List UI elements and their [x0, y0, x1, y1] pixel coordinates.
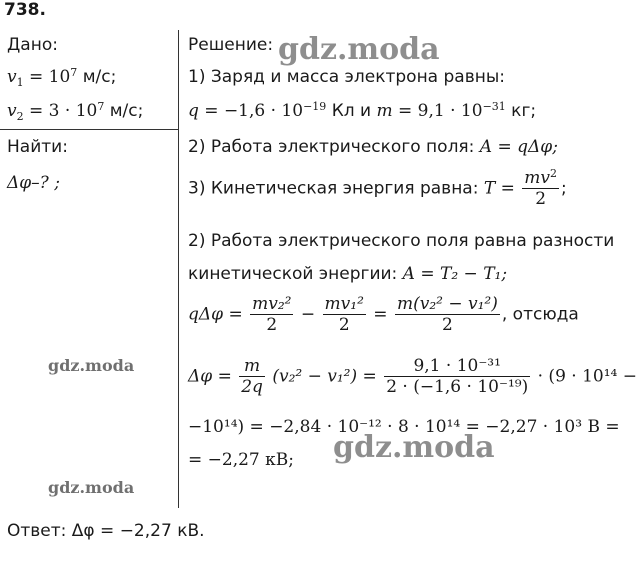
equation-final: = −2,27 кВ;: [188, 450, 294, 470]
equation-energy: qΔφ = $\frac{\text{mv₂²}}{2}$ − $\frac{\text{mv₁²}}{2}$ = $\frac{\text{m(v₂² − v₁²)}}{2}$ , отсюда: [188, 294, 579, 335]
solution-label: Решение:: [188, 35, 274, 55]
given-v2: $v_2 = 3 \cdot 10^7$ м/с;: [7, 100, 144, 123]
equation-potential: Δφ = $\frac{m}{2q}$ (v₂² − v₁²) = $\frac{\text{9,1 · 10⁻³¹}}{\text{2 · (−1,6 · 10⁻¹⁹)}}$ · (9 · 10¹⁴ −: [188, 356, 637, 397]
step4-line1: 2) Работа электрического поля равна разности: [188, 231, 615, 251]
step4-line2: кинетической энергии: A = T₂ − T₁;: [188, 264, 508, 284]
watermark-left-bottom: gdz.moda: [48, 478, 135, 497]
step2: 2) Работа электрического поля: A = qΔφ;: [188, 137, 558, 157]
watermark-left-mid: gdz.moda: [48, 356, 135, 375]
watermark-bottom: gdz.moda: [333, 430, 495, 465]
step3: 3) Кинетическая энергия равна: T = $\frac{mv^2}{2}$ ;: [188, 167, 567, 209]
find-label: Найти:: [7, 137, 68, 157]
answer: Ответ: Δφ = −2,27 кВ.: [7, 521, 205, 541]
problem-number: 738.: [4, 0, 46, 20]
step3-fraction: $\frac{mv^2}{2}$: [524, 167, 557, 209]
step1-title: 1) Заряд и масса электрона равны:: [188, 67, 505, 87]
find-expr: Δφ–? ;: [7, 173, 60, 193]
equation-result: −10¹⁴) = −2,84 · 10⁻¹² · 8 · 10¹⁴ = −2,27 · 10³ В =: [188, 417, 620, 437]
vertical-divider: [178, 30, 179, 508]
given-v1: $v_1 = 10^7$ м/с;: [7, 66, 117, 89]
given-separator: [0, 129, 179, 130]
step1-formula: $q = -1,6 \cdot 10^{-19}$ Кл и $m = 9,1 \cdot 10^{-31}$ кг;: [188, 100, 537, 121]
watermark-top: gdz.moda: [278, 32, 440, 67]
given-label: Дано:: [7, 35, 58, 55]
